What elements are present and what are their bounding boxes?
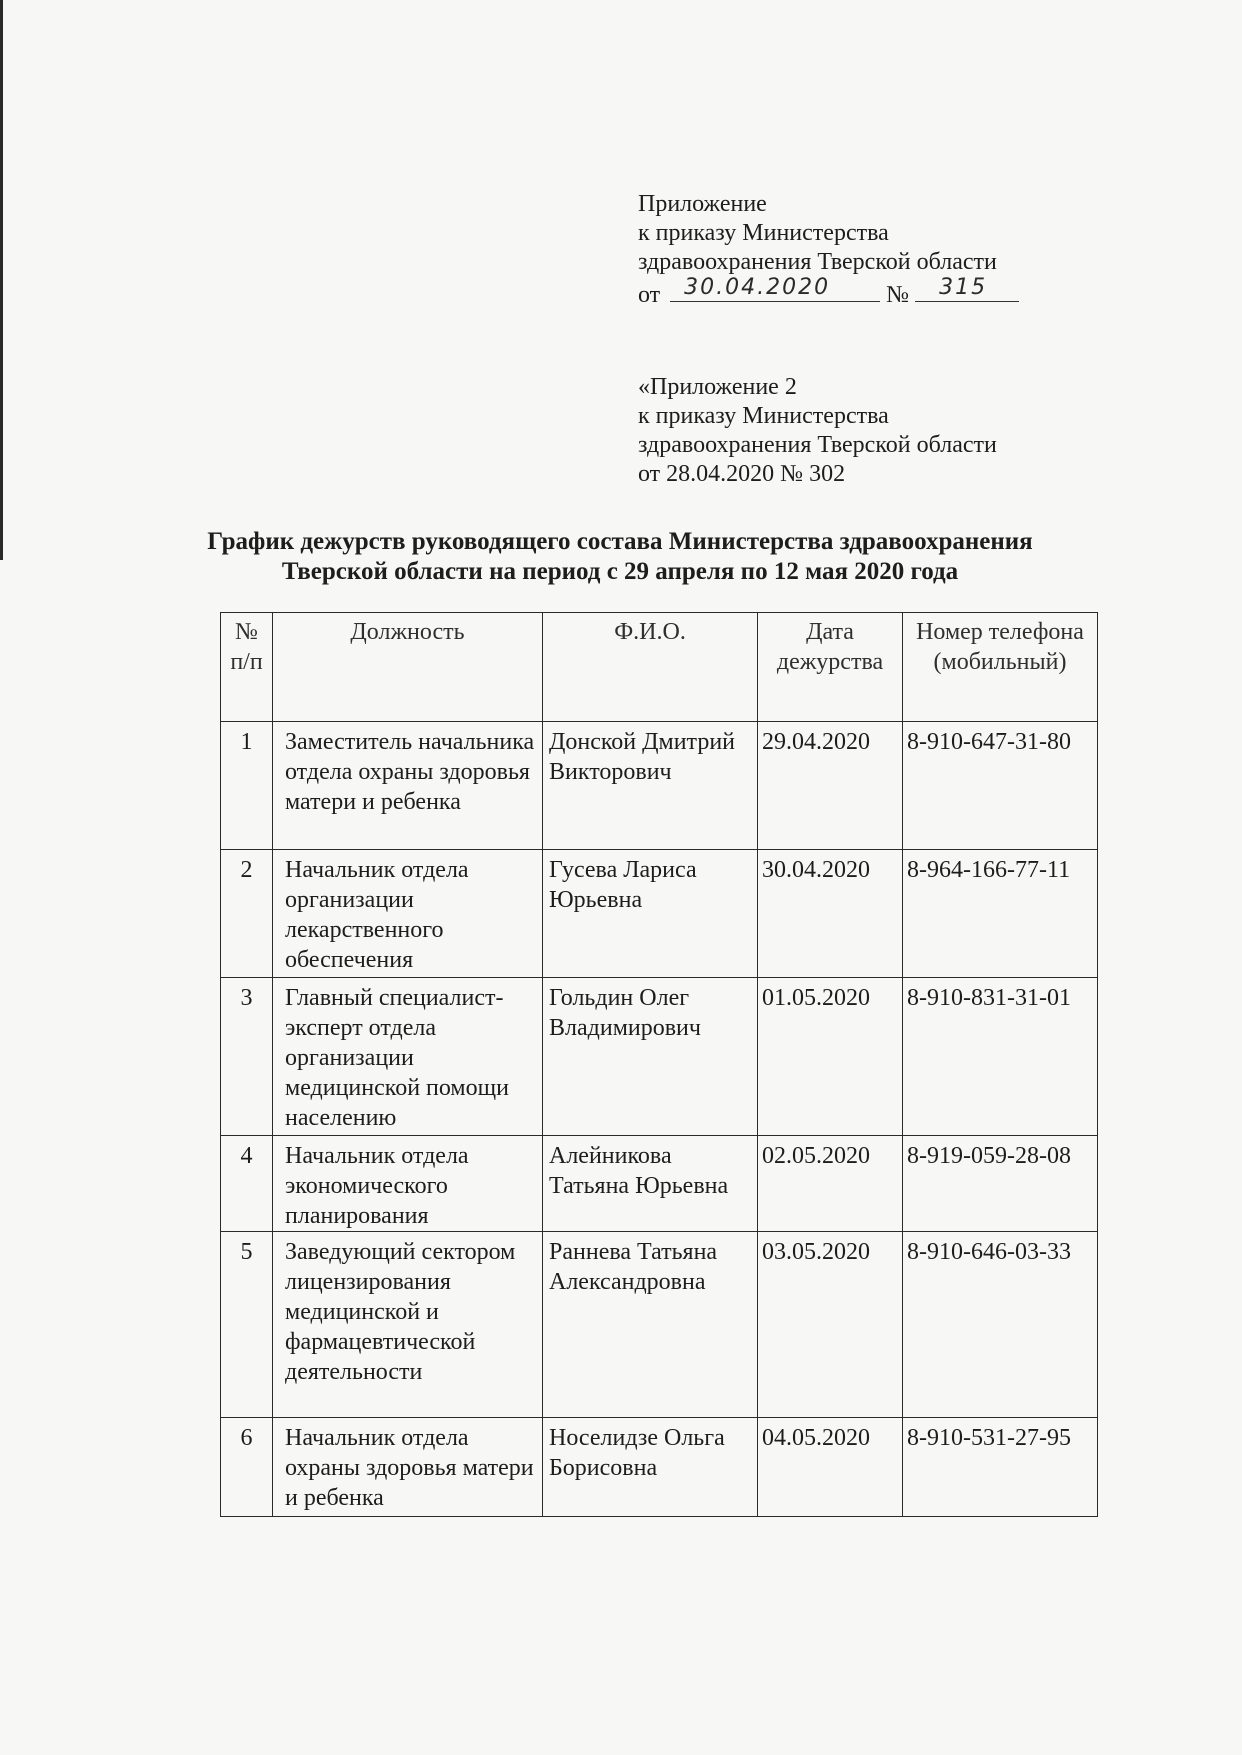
row-position: Начальник отдела экономического планирования xyxy=(273,1136,543,1232)
number-label: № xyxy=(886,282,910,308)
row-phone: 8-910-531-27-95 xyxy=(903,1418,1098,1517)
order-attachment-header xyxy=(638,190,1019,310)
table-row xyxy=(221,850,1098,978)
row-duty-date: 03.05.2020 xyxy=(758,1232,903,1418)
table-row xyxy=(221,1136,1098,1232)
row-position: Заведующий сектором лицензирования медицинской и фармацевтической деятельности xyxy=(273,1232,543,1418)
scan-page-edge xyxy=(0,0,3,560)
annex-header-line-2: к приказу Министерства xyxy=(638,403,889,429)
table-row xyxy=(221,1232,1098,1418)
annex-header-line-4: от 28.04.2020 № 302 xyxy=(638,461,846,487)
duty-schedule-table xyxy=(220,612,1098,1517)
order-date-number-line xyxy=(638,277,1019,310)
row-phone: 8-964-166-77-11 xyxy=(903,850,1098,978)
table-row xyxy=(221,1418,1098,1517)
header-phone: Номер телефона (мобильный) xyxy=(903,613,1098,722)
row-full-name: Носелидзе Ольга Борисовна xyxy=(543,1418,758,1517)
date-signature-line xyxy=(670,277,880,302)
row-phone: 8-910-647-31-80 xyxy=(903,722,1098,850)
header-duty-date: Дата дежурства xyxy=(758,613,903,722)
row-duty-date: 29.04.2020 xyxy=(758,722,903,850)
row-position: Начальник отдела охраны здоровья матери и ребенка xyxy=(273,1418,543,1517)
header-position: Должность xyxy=(273,613,543,722)
annex-header-line-3: здравоохранения Тверской области xyxy=(638,432,997,458)
annex-header-line-1: «Приложение 2 xyxy=(638,374,797,400)
row-phone: 8-919-059-28-08 xyxy=(903,1136,1098,1232)
row-full-name: Алейникова Татьяна Юрьевна xyxy=(543,1136,758,1232)
handwritten-number: 315 xyxy=(939,275,988,300)
order-header-line-3: здравоохранения Тверской области xyxy=(638,249,997,275)
row-number: 5 xyxy=(221,1232,273,1418)
table-row xyxy=(221,722,1098,850)
header-full-name: Ф.И.О. xyxy=(543,613,758,722)
row-position: Главный специалист-эксперт отдела организации медицинской помощи населению xyxy=(273,978,543,1136)
row-duty-date: 04.05.2020 xyxy=(758,1418,903,1517)
order-header-line-2: к приказу Министерства xyxy=(638,220,889,246)
document-title xyxy=(150,527,1090,587)
table-header-row xyxy=(221,613,1098,722)
row-number: 4 xyxy=(221,1136,273,1232)
row-number: 3 xyxy=(221,978,273,1136)
row-phone: 8-910-646-03-33 xyxy=(903,1232,1098,1418)
row-position: Заместитель начальника отдела охраны здоровья матери и ребенка xyxy=(273,722,543,850)
row-phone: 8-910-831-31-01 xyxy=(903,978,1098,1136)
header-number: № п/п xyxy=(221,613,273,722)
number-signature-line xyxy=(915,277,1019,302)
document-title-line-2: Тверской области на период с 29 апреля по 12 мая 2020 года xyxy=(281,558,959,585)
row-number: 6 xyxy=(221,1418,273,1517)
row-full-name: Раннева Татьяна Александровна xyxy=(543,1232,758,1418)
row-duty-date: 02.05.2020 xyxy=(758,1136,903,1232)
row-number: 2 xyxy=(221,850,273,978)
document-title-line-1: График дежурств руководящего состава Министерства здравоохранения xyxy=(207,528,1033,555)
row-full-name: Донской Дмитрий Викторович xyxy=(543,722,758,850)
row-duty-date: 30.04.2020 xyxy=(758,850,903,978)
order-header-line-1: Приложение xyxy=(638,191,767,217)
row-duty-date: 01.05.2020 xyxy=(758,978,903,1136)
table-row xyxy=(221,978,1098,1136)
row-position: Начальник отдела организации лекарственного обеспечения xyxy=(273,850,543,978)
handwritten-date: 30.04.2020 xyxy=(684,275,831,300)
row-full-name: Гольдин Олег Владимирович xyxy=(543,978,758,1136)
row-full-name: Гусева Лариса Юрьевна xyxy=(543,850,758,978)
annex-2-header xyxy=(638,373,997,489)
row-number: 1 xyxy=(221,722,273,850)
from-label: от xyxy=(638,282,661,308)
